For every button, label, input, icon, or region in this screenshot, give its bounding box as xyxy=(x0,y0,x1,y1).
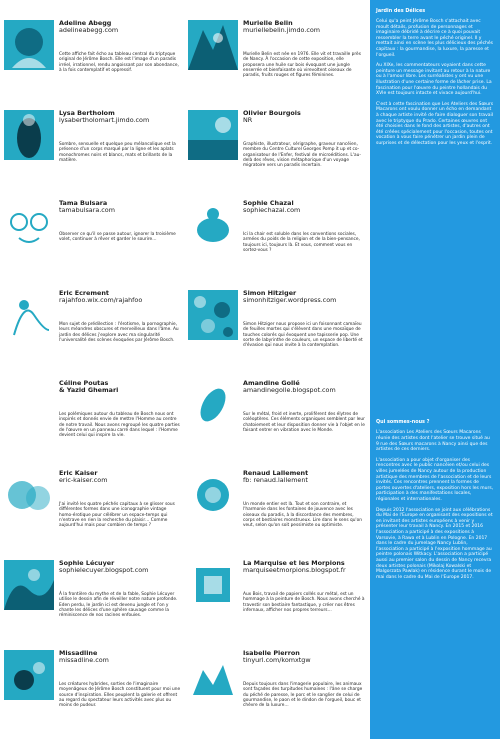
info-sidebar xyxy=(370,0,500,739)
artist-description: Observer ce qu'il se passe autour, ignorer la troisième volet, continuer à rêver et garder le sourire… xyxy=(59,232,176,243)
artist-entry xyxy=(0,648,182,740)
jungle-painting-icon xyxy=(188,20,238,70)
artist-website[interactable]: adelineabegg.com xyxy=(59,26,119,35)
artist-name: Olivier Bourgois xyxy=(243,109,301,117)
artist-website[interactable]: marquiseetmorpions.blogspot.fr xyxy=(243,566,346,575)
artist-entry xyxy=(184,198,366,290)
leaf-mosaic-icon xyxy=(188,290,238,340)
artist-name: Murielle Belin xyxy=(243,19,293,27)
artist-description: Les polémiques autour du tableau de Bosch nous ont inspirés et donnés envie de mettre l'Homme au centre de notre travail. Nous avons regroupé les quatre parties de l'œuvre en un panneau carré dans lequel : l'Homme devient celui qui inspire la vie. xyxy=(59,412,180,439)
dark-body-icon xyxy=(4,110,54,160)
artist-description: Les créatures hybrides, sorties de l'imaginaire moyenâgeux de Jérôme Bosch constituent pour moi une source d'inspiration. Elles peuplent la galerie et offrent au regard du spectateur leurs activités avec plus ou moins de pudeur. xyxy=(59,682,181,709)
figures-in-nature-icon xyxy=(4,20,54,70)
artist-entry xyxy=(184,108,366,200)
smiling-faces-icon xyxy=(4,200,54,250)
artist-website[interactable]: tinyurl.com/komxtgw xyxy=(243,656,311,665)
hybrid-creatures-icon xyxy=(4,650,54,700)
artist-description: Aux Bois, travail de papiers collés sur métal, est un hommage à la peinture de Bosch. Nous avons cherché à travestir son bestiaire fantastique, y créer nos êtres infernaux, afficher nos propres terreurs… xyxy=(243,592,365,613)
sidebar-europe: Depuis 2012 l'association se joint aux célébrations du Mai de l'Europe en organisant des expositions et en invitant des artistes européens à venir y présenter leur travail à Nancy. En 2015 et 2016 l'association a participé à des expositions à Varsovie, à Rawa et à Lublin en Pologne. En 2017 dans le cadre du jumelage Nancy Lublin, l'association a participé à l'exposition hommage au peintre polonais Witkacy. L'association a participé aussi au premier salon du dessin de Nancy recevra deux artistes polonais (Mikolaj Kowalski et Malgorzata Pawlak) en résidence durant le mois de mai dans le cadre du Mai de l'Europe 2017. xyxy=(376,507,493,580)
artist-website[interactable]: lysabertholomart.jimdo.com xyxy=(59,116,150,125)
artist-name: Missadline xyxy=(59,649,98,657)
sidebar-about: L'association Les Ateliers des Sœurs Macarons réunie des artistes dont l'atelier se trouve situé au 9 rue des Sœurs macarons à Nancy ainsi que des artistes de ces derniers. xyxy=(376,430,490,453)
artist-name: La Marquise et les Morpions xyxy=(243,559,345,567)
artist-name: Simon Hitziger xyxy=(243,289,297,297)
artist-entry xyxy=(184,288,366,380)
artist-description: Simon Hitziger nous propose ici un foisonnant camaïeu de feuilles mortes qui s'élèvent dans une mosaïque de touches colorés qui évoquent une tapisserie pop. Une sorte de labyrinthe de couleurs, un espace de liberté et d'évasion qui nous invite à la contemplation. xyxy=(243,322,363,349)
artist-description: Ici la chair est soluble dans les conventions sociales, armées du poids de la religion et de la bien-pensance, toujours ici, toujours là. Et vous, comment vous en sortez-vous ? xyxy=(243,232,360,253)
artist-website[interactable]: NR xyxy=(243,116,253,125)
sphere-world-icon xyxy=(188,470,238,520)
dream-landscape-icon xyxy=(188,110,238,160)
artist-name: Adeline Abegg xyxy=(59,19,112,27)
artist-description: Murielle Belin est née en 1976. Elle vit et travaille près de Nancy. À l'occasion de cette exposition, elle proposera une huile sur bois évoquant une jungle enserrée et bienfaisante où virevoltent oiseaux de paradis, fruits rouges et figures féminines. xyxy=(243,52,361,79)
artist-website[interactable]: muriellebelin.jimdo.com xyxy=(243,26,321,35)
artist-name: Eric Ecrement xyxy=(59,289,109,297)
sidebar-spacer xyxy=(376,151,494,417)
artist-website[interactable]: missadline.com xyxy=(59,656,109,665)
artist-entry xyxy=(184,378,366,470)
artist-name: Amandine Gollé xyxy=(243,379,300,387)
sidebar-fascination: C'est à cette fascination que Les Ateliers des Sœurs Macarons ont voulu donner un écho en demandant à chaque artiste invité de faire dialoguer son travail avec le triptyque du Prado. Certaines œuvres ont été choisies dans le fond des artistes, d'autres ont été créées spécialement pour l'occasion, toutes ont vocation à vous faire pénétrer un jardin plein de surprises et de délectation pour les yeux et l'esprit. xyxy=(376,101,494,146)
artist-website[interactable]: fb: renaud.lallement xyxy=(243,476,308,485)
collage-icon xyxy=(188,560,238,610)
artist-name: Céline Poutas & Yazid Ghemari xyxy=(59,379,119,395)
artist-description: À la frontière du mythe et de la fable, Sophie Lécuyer utilise le dessin afin de réveiller notre nature profonde. Eden perdu, le jardin ici est devenu jungle et l'on y chante les délices d'une sphère sauvage comme la réminiscence de nos racines enfouies. xyxy=(59,592,178,619)
artist-description: Depuis toujours dans l'imagerie populaire, les animaux sont façades des turpitudes humaines : l'âne se charge du péché de paresse, le porc et le sanglier de celui de gourmandise, le paon et le dindon de l'orgueil, bouc et chèvre de la luxure… xyxy=(243,682,363,709)
artist-entry xyxy=(0,18,182,110)
artist-entry xyxy=(184,558,366,650)
artist-description: Cette affiche fait écho au tableau central du triptyque original de Jérôme Bosch. Elle est l'image d'un paradis irréel, irrationnel, rendu angoissant par son abondance, à la fois contemplatif et oppressif. xyxy=(59,52,179,73)
artist-name: Tama Bulsara xyxy=(59,199,108,207)
sidebar-history: Au XIXe, les commentateurs voyaient dans cette peinture un message invitant au retour à la nature ou à l'amour libre. Les surréalistes y ont vu une illustration d'une certaine forme de lâcher prise. La fascination pour l'œuvre du peintre hollandais du XVIe est toujours intacte et vivace aujourd'hui. xyxy=(376,63,492,97)
artist-entry xyxy=(184,468,366,560)
artist-website[interactable]: sophiechazal.com xyxy=(243,206,301,215)
artist-description: Sombre, sensuelle et quelque peu mélancolique est la présence d'un corps marqué par la ligne et les aplats monochromes noirs et blancs, mats et brillants de la matière. xyxy=(59,142,176,163)
artist-entry xyxy=(184,18,366,110)
figure-composition-icon xyxy=(4,380,54,430)
artist-entry xyxy=(0,468,182,560)
sidebar-purpose: L'association a pour objet d'organiser des rencontres avec le public nancéien et/ou celui des villes jumelées de Nancy autour de la production artistique des membres de l'association et de leurs invités. Ces rencontres prennent la formes de portes ouvertes d'ateliers, exposition hors les murs, participation à des manifestations locales, régionales et internationales. xyxy=(376,457,494,502)
artist-website[interactable]: rajahfoo.wix.com/rajahfoo xyxy=(59,296,143,305)
artist-description: Sur le métal, froid et inerte, prolifèrent des élytres de coléoptères. Ces éléments organiques semblent par leur chatoiement et leur disposition donner vie à l'objet en le faisant entrer en vibration avec le Monde. xyxy=(243,412,365,433)
sidebar-intro: Celui qu'a peint Jérôme Bosch s'attachait avec moult détails, profusion de personnages et imaginaire débridé à décrire ce à quoi pouvait ressembler la terre avant le péché originel. Il y mettait ainsi en scène les plus délicieux des péchés capitaux : la gourmandise, la luxure, la paresse et l'orgueil. xyxy=(376,19,494,58)
artist-description: Un monde entier est là. Tout et son contraire, et l'harmonie dans les fontaines de jouvence avec les oiseaux du paradis, à la discordance des membres, corps et bestiaires monstrueux. Lire dans le sens qu'on veut, selon qu'on soit pessimiste ou optimiste. xyxy=(243,502,362,529)
artist-name: Renaud Lallement xyxy=(243,469,309,477)
halftone-figures-icon xyxy=(4,470,54,520)
artist-entry xyxy=(0,288,182,380)
artist-name: Sophie Chazal xyxy=(243,199,294,207)
artist-website[interactable]: simonhitziger.wordpress.com xyxy=(243,296,337,305)
artist-description: J'ai invité les quatre péchés capitaux à se glisser sous différentes formes dans une iconographie vintage homo-érotique pour célébrer un espace-temps qui n'entrave en rien la recherche du plaisir… Comme aujourd'hui mais pour combien de temps ? xyxy=(59,502,175,529)
sidebar-title: Jardin des Délices xyxy=(376,8,426,14)
artist-website[interactable]: eric-kaiser.com xyxy=(59,476,108,485)
artist-entry xyxy=(0,198,182,290)
artist-website[interactable]: amandinegolle.blogspot.com xyxy=(243,386,336,395)
artist-website[interactable]: sophielecuyer.blogspot.com xyxy=(59,566,149,575)
animal-figures-icon xyxy=(188,650,238,700)
metal-elytra-icon xyxy=(188,380,238,430)
artist-website[interactable]: tamabulsara.com xyxy=(59,206,115,215)
artist-description: Mon sujet de prédilection : l'érotisme, la pornographie, leurs méandres obscures et merveilleux dans l'âme. Au jardin des délices j'explore avec ma singularité l'universalité des scènes évoquées par Jérôme Bosch. xyxy=(59,322,179,343)
erotic-scene-icon xyxy=(4,290,54,340)
artist-name: Sophie Lécuyer xyxy=(59,559,115,567)
jungle-drawing-icon xyxy=(4,560,54,610)
artist-description: Graphiste, illustrateur, sérigraphe, graveur nancéien, membre du Centre Culturel Georges Pomp it up et co-organisateur de l'Enfer, festival de microéditions. L'au-delà des rêves, vision métaphorique d'un voyage migratoire vers un paradis incertain. xyxy=(243,142,361,169)
artist-name: Lysa Bertholom xyxy=(59,109,115,117)
artist-entry xyxy=(0,558,182,650)
artist-name: Isabelle Pierron xyxy=(243,649,300,657)
artist-name: Eric Kaiser xyxy=(59,469,98,477)
sidebar-about-title: Qui sommes-nous ? xyxy=(376,419,430,426)
flesh-figures-icon xyxy=(188,200,238,250)
artist-entry xyxy=(184,648,366,740)
artist-entry xyxy=(0,108,182,200)
artist-entry xyxy=(0,378,182,470)
